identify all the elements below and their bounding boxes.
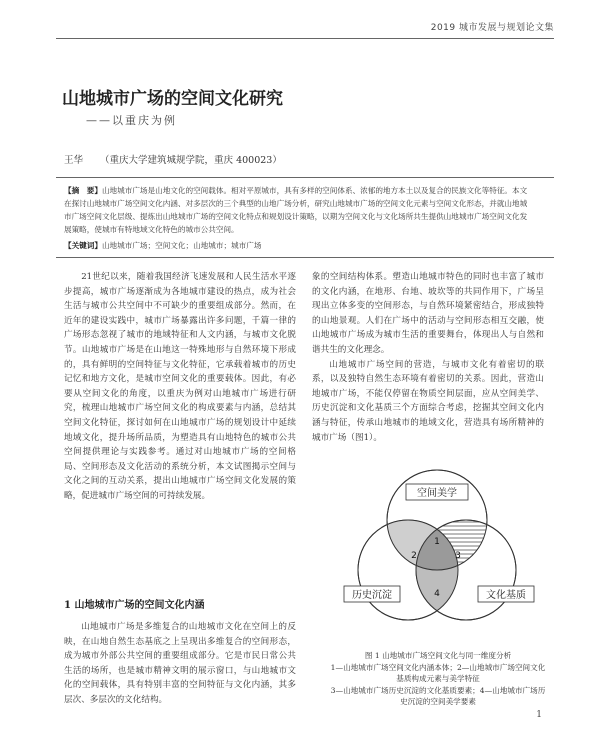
keywords-block	[64, 240, 530, 251]
region-label-4: 4	[434, 589, 440, 599]
author-affiliation: （重庆大学建筑城规学院，重庆 400023）	[100, 155, 282, 166]
region-label-2: 2	[411, 551, 417, 561]
body-paragraph: 山地城市广场是多维复合的山地城市文化在空间上的反映，在山地自然生态基底之上呈现出多维复合的空间形态，成为城市外部公共空间的重要组成部分。它是市民日常公共生活的场所，也是城市精神文明的展示窗口，与山地城市文化的空间载体，具有特别丰富的空间特征与文化内涵，其多层次、多层次的文化结构。	[64, 622, 296, 705]
section-body	[64, 620, 296, 724]
region-label-1: 1	[434, 537, 440, 547]
abstract-bottom-rule	[56, 257, 554, 258]
author-name: 王华	[64, 155, 84, 166]
label-spatial-aesthetics: 空间美学	[417, 488, 457, 499]
section-heading: 1 山地城市广场的空间文化内涵	[64, 600, 205, 611]
label-cultural-matrix: 文化基质	[486, 590, 526, 601]
label-historical-sediment: 历史沉淀	[352, 590, 392, 601]
body-paragraph: 象的空间结构体系。塑造山地城市特色的同时也丰富了城市的文化内涵，在地形、台地、坡坎等的共同作用下，广场呈现出立体多变的空间形态，与自然环境紧密结合，形成独特的山地景观。人们在广场中的活动与空间形态相互交融，使山地城市广场成为城市生活的重要舞台，体现出人与自然和谐共生的文化理念。	[312, 272, 544, 355]
running-header: 2019 城市发展与规划论文集	[430, 23, 554, 33]
figure-caption: 图 1 山地城市广场空间文化与同一维度分析 1—山地城市广场空间文化内涵本体；2—山地城市广场空间文化基质构成元素与美学特征 3—山地城市广场历史沉淀的文化基质要素；4—山地城市广场历史沉淀的空间美学要素	[330, 651, 546, 706]
body-column-left	[64, 270, 296, 588]
keywords-label: 【关键词】	[64, 241, 102, 250]
page-number: 1	[536, 710, 542, 720]
abstract-block	[64, 184, 530, 236]
paper-subtitle: ——以重庆为例	[86, 114, 177, 127]
paper-title: 山地城市广场的空间文化研究	[62, 89, 283, 109]
abstract-top-rule	[56, 177, 554, 178]
keywords-text: 山地城市广场；空间文化；山地城市；城市广场	[101, 241, 262, 250]
body-paragraph: 山地城市广场空间的营造，与城市文化有着密切的联系，以及独特自然生态环境有着密切的关系。因此，营造山地城市广场，不能仅停留在物质空间层面，应从空间美学、历史沉淀和文化基质三个方面综合考虑，挖掘其空间文化内涵与特征，传承山地城市的地域文化，营造具有场所精神的城市广场（图1）。	[312, 359, 544, 443]
body-column-right	[312, 270, 544, 460]
author-line	[64, 152, 282, 166]
abstract-text: 山地城市广场是山地文化的空间载体。相对平原城市，具有多样的空间体系、浓郁的地方本土以及复合的民族文化等特征。本文在探讨山地城市广场空间文化内涵、对多层次的三个典型的山地广场分析，研究山地城市广场的空间文化元素与空间文化形态，并就山地城市广场空间文化层级、提炼出山地城市广场的空间文化特点和规划设计策略，以期为空间文化与文化场所共生提供山地城市广场空间文化发展策略，使城市有特地域文化特色的城市公共空间。	[64, 186, 528, 234]
body-paragraph: 21世纪以来，随着我国经济飞速发展和人民生活水平逐步提高，城市广场逐渐成为各地城市建设的热点，成为社会生活与城市公共空间中不可缺少的重要组成部分。然而，在近年的建设实践中，城市广场暴露出许多问题，千篇一律的广场形态忽视了城市的地域特征和人文内涵，与城市文化脱节。山地城市广场是在山地这一特殊地形与自然环境下形成的，具有鲜明的空间特征与文化特征，它承载着城市的历史记忆和地方文化，是城市空间文化的重要载体。因此，有必要从空间文化的角度，以重庆为例对山地城市广场进行研究，梳理山地城市广场空间文化的构成要素与内涵，总结其空间文化特征，探讨如何在山地城市广场的规划设计中延续地域文化，提升场所品质，为塑造具有山地特色的城市公共空间提供理论与实践参考。通过对山地城市广场的空间格局、空间形态及文化活动的系统分析，本文试图揭示空间与文化之间的互动关系，提出山地城市广场空间文化发展的策略，促进城市广场空间的可持续发展。	[64, 272, 296, 501]
region-label-3: 3	[455, 551, 461, 561]
header-rule	[56, 38, 554, 39]
venn-diagram	[330, 460, 544, 648]
abstract-label: 【摘 要】	[64, 186, 102, 195]
